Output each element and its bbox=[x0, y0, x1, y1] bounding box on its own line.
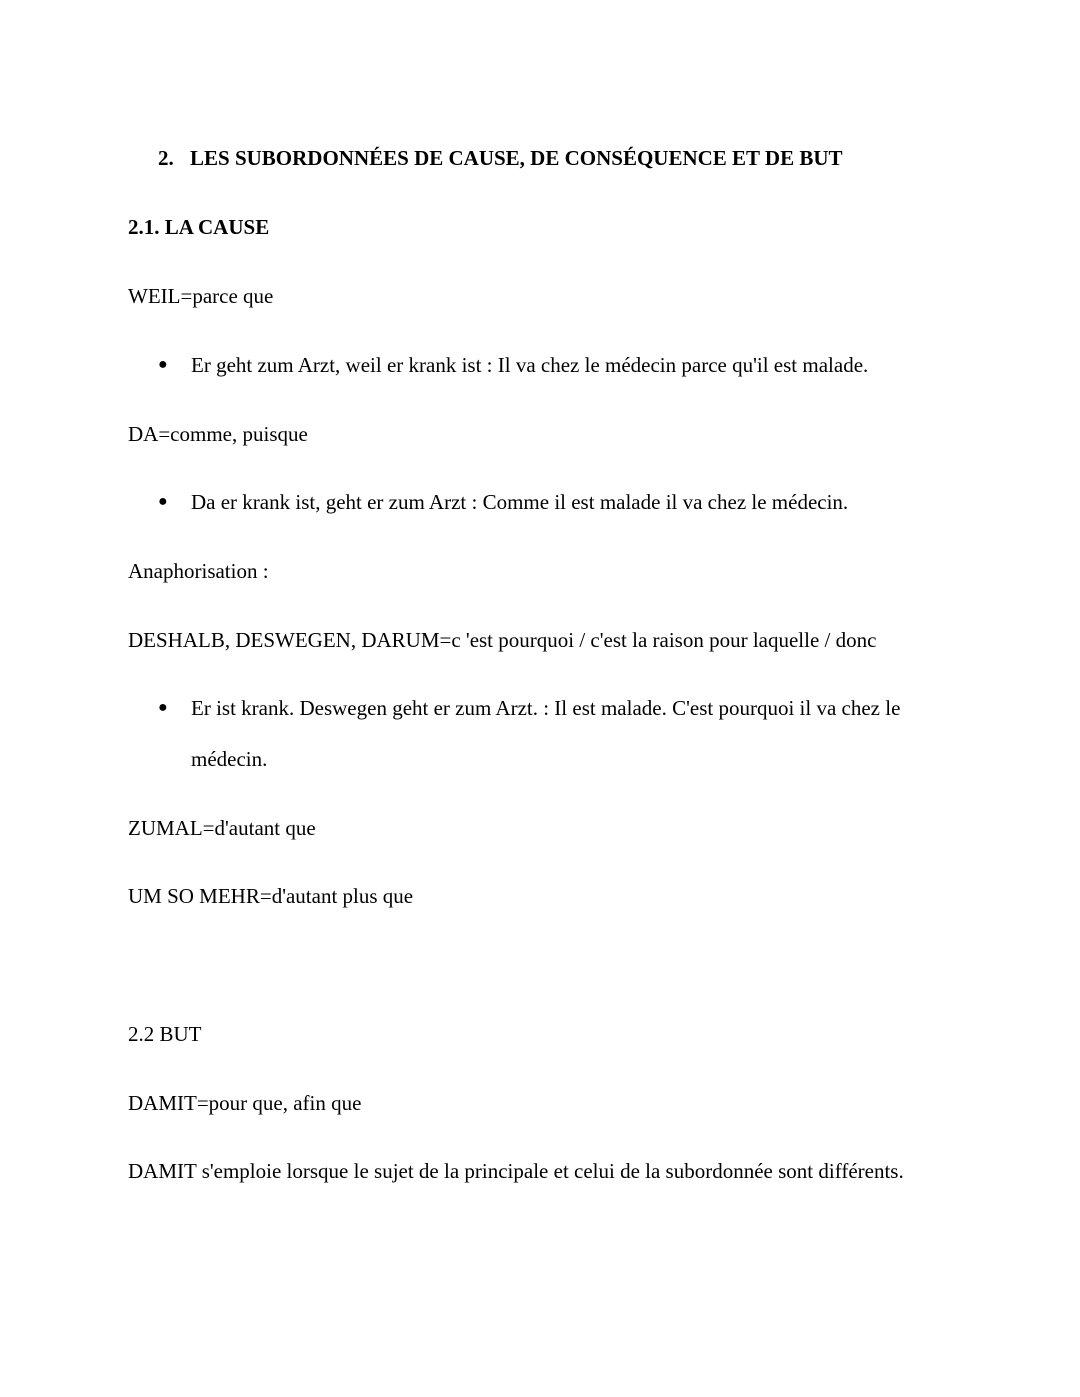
damit-note: DAMIT s'emploie lorsque le sujet de la principale et celui de la subordonnée sont différents. bbox=[128, 1159, 904, 1183]
cause-heading: 2.1. LA CAUSE bbox=[128, 215, 270, 239]
deswegen-example-continuation: médecin. bbox=[191, 747, 268, 771]
bullet-icon: ● bbox=[158, 356, 168, 373]
deswegen-example-text: Er ist krank. Deswegen geht er zum Arzt. : Il est malade. C'est pourquoi il va chez le bbox=[191, 696, 901, 720]
section-heading bbox=[158, 145, 843, 171]
damit-definition: DAMIT=pour que, afin que bbox=[128, 1091, 362, 1115]
bullet-icon: ● bbox=[158, 493, 168, 510]
deshalb-definition: DESHALB, DESWEGEN, DARUM=c 'est pourquoi / c'est la raison pour laquelle / donc bbox=[128, 628, 877, 652]
weil-example-text: Er geht zum Arzt, weil er krank ist : Il va chez le médecin parce qu'il est malade. bbox=[191, 353, 869, 377]
um-so-mehr-definition: UM SO MEHR=d'autant plus que bbox=[128, 884, 414, 908]
zumal-definition: ZUMAL=d'autant que bbox=[128, 816, 316, 840]
anaphorisation-label: Anaphorisation : bbox=[128, 559, 269, 583]
but-heading: 2.2 BUT bbox=[128, 1022, 202, 1046]
da-definition: DA=comme, puisque bbox=[128, 422, 308, 446]
weil-definition: WEIL=parce que bbox=[128, 284, 274, 308]
section-number: 2. bbox=[158, 146, 174, 170]
bullet-icon: ● bbox=[158, 699, 168, 716]
section-title: LES SUBORDONNÉES DE CAUSE, DE CONSÉQUENCE ET DE BUT bbox=[190, 146, 843, 170]
da-example-text: Da er krank ist, geht er zum Arzt : Comme il est malade il va chez le médecin. bbox=[191, 490, 849, 514]
